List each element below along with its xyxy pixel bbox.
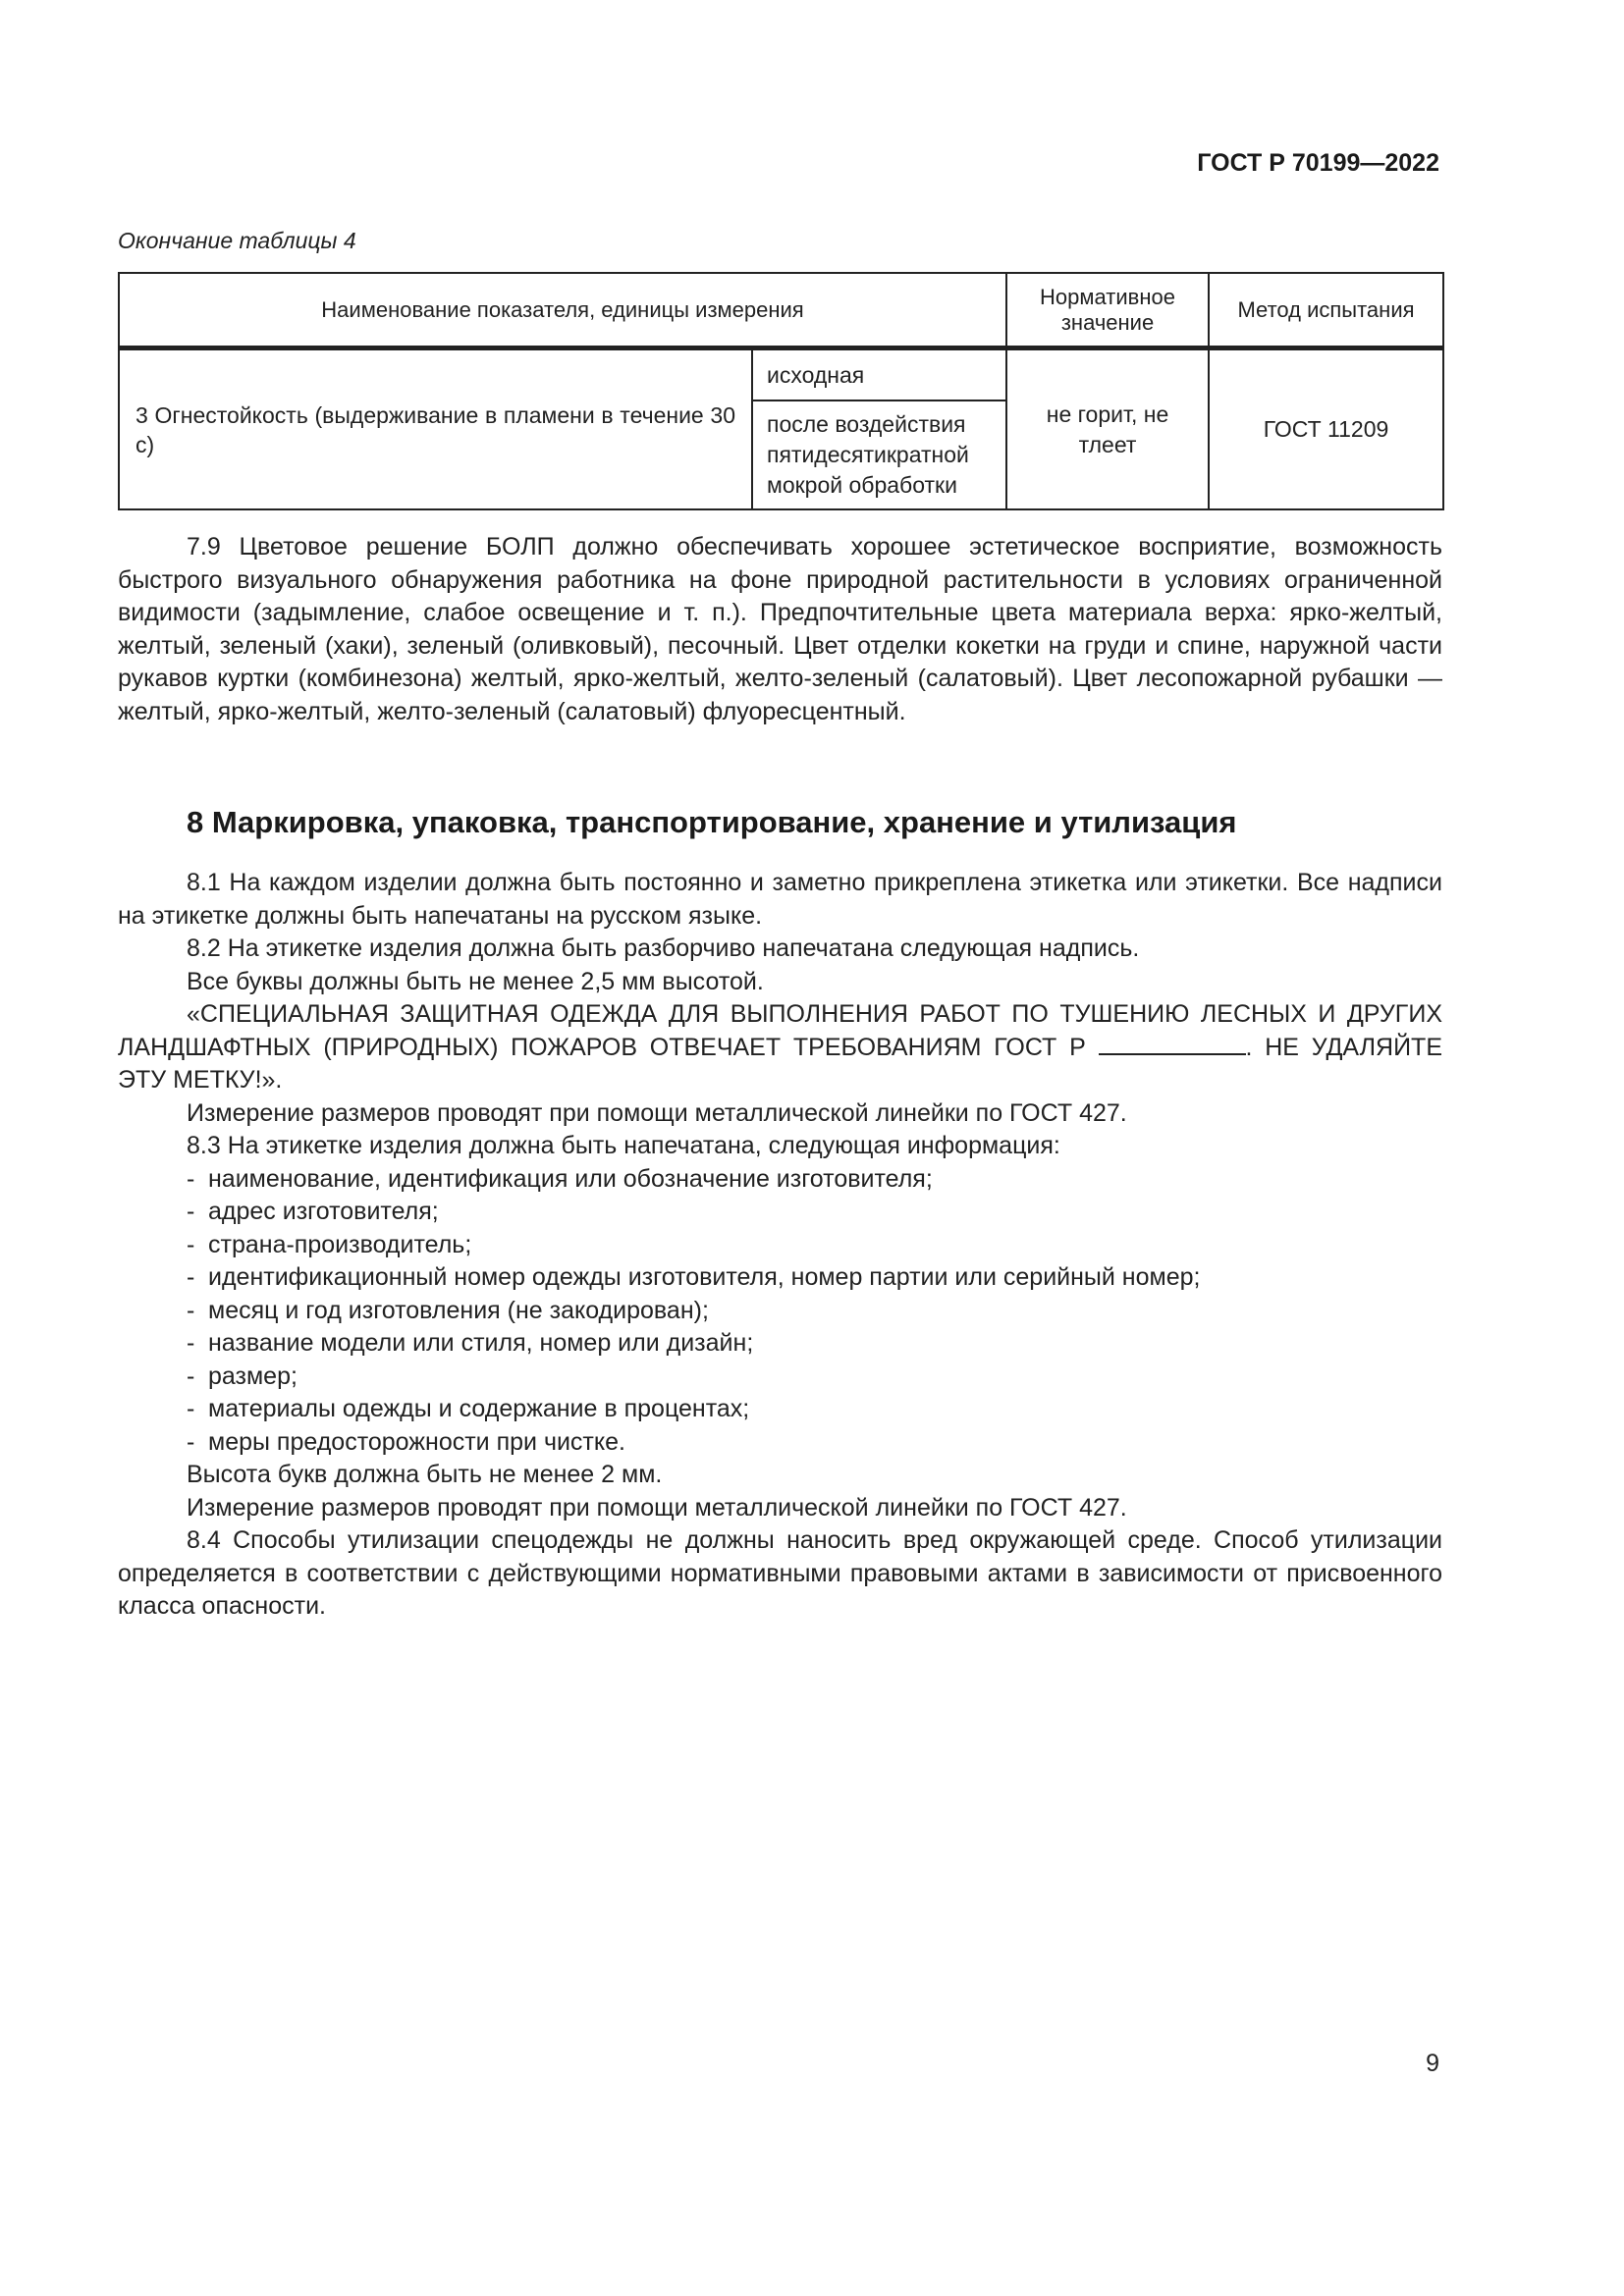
label-text [118,998,1442,1097]
measurement-note-2: Измерение размеров проводят при помощи металлической линейки по ГОСТ 427. [187,1494,1127,1522]
standard-code: ГОСТ Р 70199—2022 [1197,149,1439,177]
column-header-normative-value: Нормативное значение [1006,273,1209,348]
list-item: - наименование, идентификация или обозначение изготовителя; [187,1165,933,1193]
list-item: - размер; [187,1362,298,1390]
list-item: - месяц и год изготовления (не закодирован); [187,1297,709,1324]
list-item: - название модели или стиля, номер или дизайн; [187,1329,754,1357]
indicator-cell: 3 Огнестойкость (выдерживание в пламени в течение 30 с) [119,348,752,510]
clause-8-1: 8.1 На каждом изделии должна быть постоянно и заметно прикреплена этикетка или этикетки. Все надписи на этикетке должны быть напечатаны на русском языке. [118,869,1442,930]
list-item: - страна-производитель; [187,1231,472,1258]
standard-number-blank [1099,1034,1246,1055]
label-text-end: . НЕ УДАЛЯЙТЕ ЭТУ МЕТКУ!». [118,1033,1442,1094]
clause-7-9: 7.9 Цветовое решение БОЛП должно обеспечивать хорошее эстетическое восприятие, возможность быстрого визуального обнаружения работника на фоне природной растительности в условиях ограниченной видимости (задымление, слабое освещение и т. п.). Предпочтительные цвета материала верха: ярко-желтый, желтый, зеленый (хаки), зеленый (оливковый), песочный. Цвет отделки кокетки на груди и спине, наружной части рукавов куртки (комбинезона) желтый, ярко-желтый, желто-зеленый (салатовый). Цвет лесопожарной рубашки — желтый, ярко-желтый, желто-зеленый (салатовый) флуоресцентный. [118,533,1442,725]
measurement-note: Измерение размеров проводят при помощи металлической линейки по ГОСТ 427. [187,1099,1127,1127]
column-header-indicator: Наименование показателя, единицы измерения [119,273,1006,348]
section-8-title: 8 Маркировка, упаковка, транспортирование, хранение и утилизация [187,805,1237,839]
condition-initial-cell: исходная [752,348,1006,401]
list-item: - материалы одежды и содержание в процентах; [187,1395,750,1422]
spec-table [118,272,1444,510]
clause-8-2: 8.2 На этикетке изделия должна быть разборчиво напечатана следующая надпись. [187,934,1140,962]
condition-after-cell: после воздействия пятидесятикратной мокрой обработки [752,400,1006,509]
table-header-row [119,273,1443,348]
list-item: - адрес изготовителя; [187,1198,439,1225]
letters-height-note: Все буквы должны быть не менее 2,5 мм высотой. [187,968,764,995]
list-item: - меры предосторожности при чистке. [187,1428,625,1456]
clause-8-3: 8.3 На этикетке изделия должна быть напечатана, следующая информация: [187,1132,1060,1159]
label-text-start: «СПЕЦИАЛЬНАЯ ЗАЩИТНАЯ ОДЕЖДА ДЛЯ ВЫПОЛНЕНИЯ РАБОТ ПО ТУШЕНИЮ ЛЕСНЫХ И ДРУГИХ ЛАНДШАФТНЫХ (ПРИРОДНЫХ) ПОЖАРОВ ОТВЕЧАЕТ ТРЕБОВАНИЯМ ГОСТ Р [118,1000,1442,1061]
table-caption: Окончание таблицы 4 [118,228,356,253]
table-row [119,348,1443,401]
letters-height-note-2: Высота букв должна быть не менее 2 мм. [187,1461,663,1488]
column-header-test-method: Метод испытания [1209,273,1443,348]
page-number: 9 [1426,2050,1439,2077]
test-method-cell: ГОСТ 11209 [1209,348,1443,510]
clause-8-4: 8.4 Способы утилизации спецодежды не должны наносить вред окружающей среде. Способ утилизации определяется в соответствии с действующими нормативными правовыми актами в зависимости от присвоенного класса опасности. [118,1526,1442,1620]
normative-value-cell: не горит, не тлеет [1006,348,1209,510]
list-item: - идентификационный номер одежды изготовителя, номер партии или серийный номер; [187,1263,1201,1291]
